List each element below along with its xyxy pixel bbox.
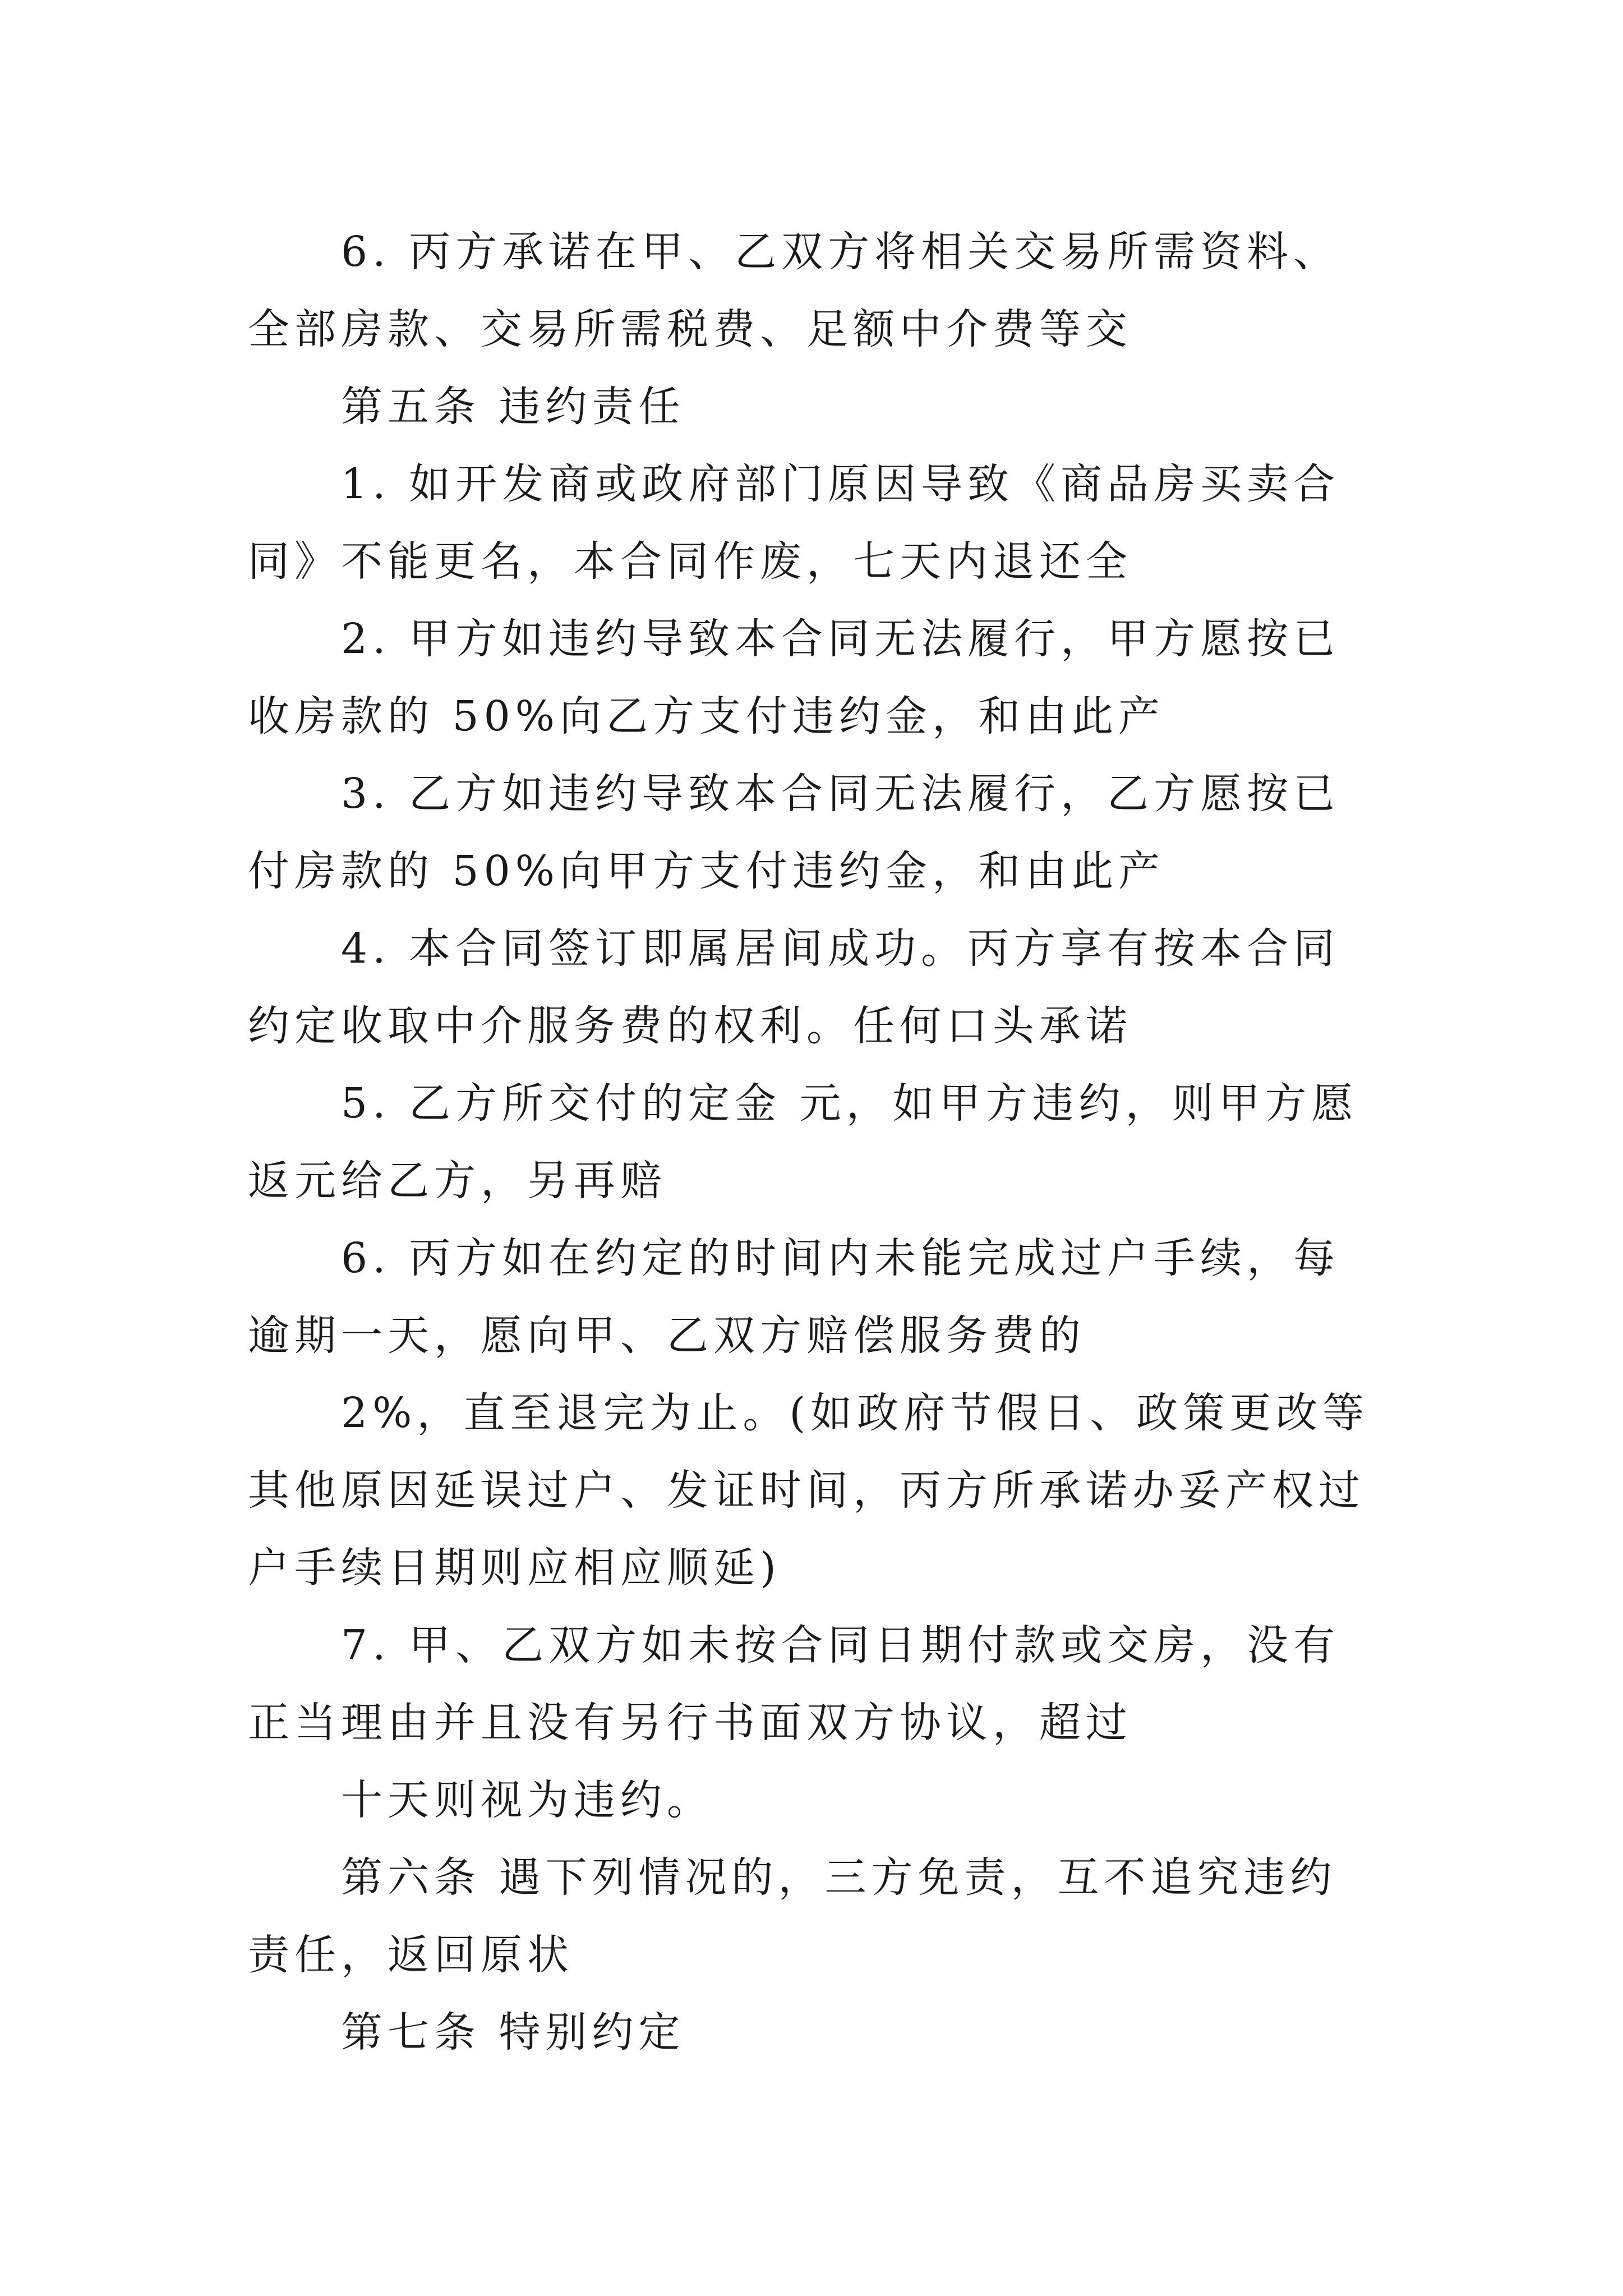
paragraph-article-5-item-7: 7. 甲、乙双方如未按合同日期付款或交房，没有正当理由并且没有另行书面双方协议，超过: [248, 1621, 1340, 1747]
paragraph-article-5-item-3: 3. 乙方如违约导致本合同无法履行，乙方愿按已付房款的 50%向甲方支付违约金，和由此产: [248, 770, 1340, 895]
heading-article-7: 第七条 特别约定: [341, 2008, 685, 2056]
paragraph-article-5-item-1: 1. 如开发商或政府部门原因导致《商品房买卖合同》不能更名，本合同作废，七天内退还全: [248, 460, 1340, 586]
heading-article-5: 第五条 违约责任: [341, 383, 685, 431]
paragraph-clause-4-item-6: 6. 丙方承诺在甲、乙双方将相关交易所需资料、全部房款、交易所需税费、足额中介费等交: [248, 228, 1340, 353]
heading-article-6: 第六条 遇下列情况的，三方免责，互不追究违约责任，返回原状: [248, 1853, 1337, 1979]
paragraph-article-5-item-7-cont: 十天则视为违约。: [341, 1776, 713, 1824]
contract-body: [248, 213, 1381, 2071]
paragraph-article-5-item-2: 2. 甲方如违约导致本合同无法履行，甲方愿按已收房款的 50%向乙方支付违约金，和由此产: [248, 615, 1340, 740]
paragraph-article-5-item-4: 4. 本合同签订即属居间成功。丙方享有按本合同约定收取中介服务费的权利。任何口头承诺: [248, 924, 1340, 1050]
paragraph-article-5-item-5: 5. 乙方所交付的定金 元，如甲方违约，则甲方愿返元给乙方，另再赔: [248, 1079, 1358, 1205]
paragraph-article-5-item-6-cont: 2%，直至退完为止。(如政府节假日、政策更改等其他原因延误过户、发证时间，丙方所承诺办妥产权过户手续日期则应相应顺延): [248, 1389, 1370, 1592]
paragraph-article-5-item-6: 6. 丙方如在约定的时间内未能完成过户手续，每逾期一天，愿向甲、乙双方赔偿服务费的: [248, 1234, 1340, 1360]
